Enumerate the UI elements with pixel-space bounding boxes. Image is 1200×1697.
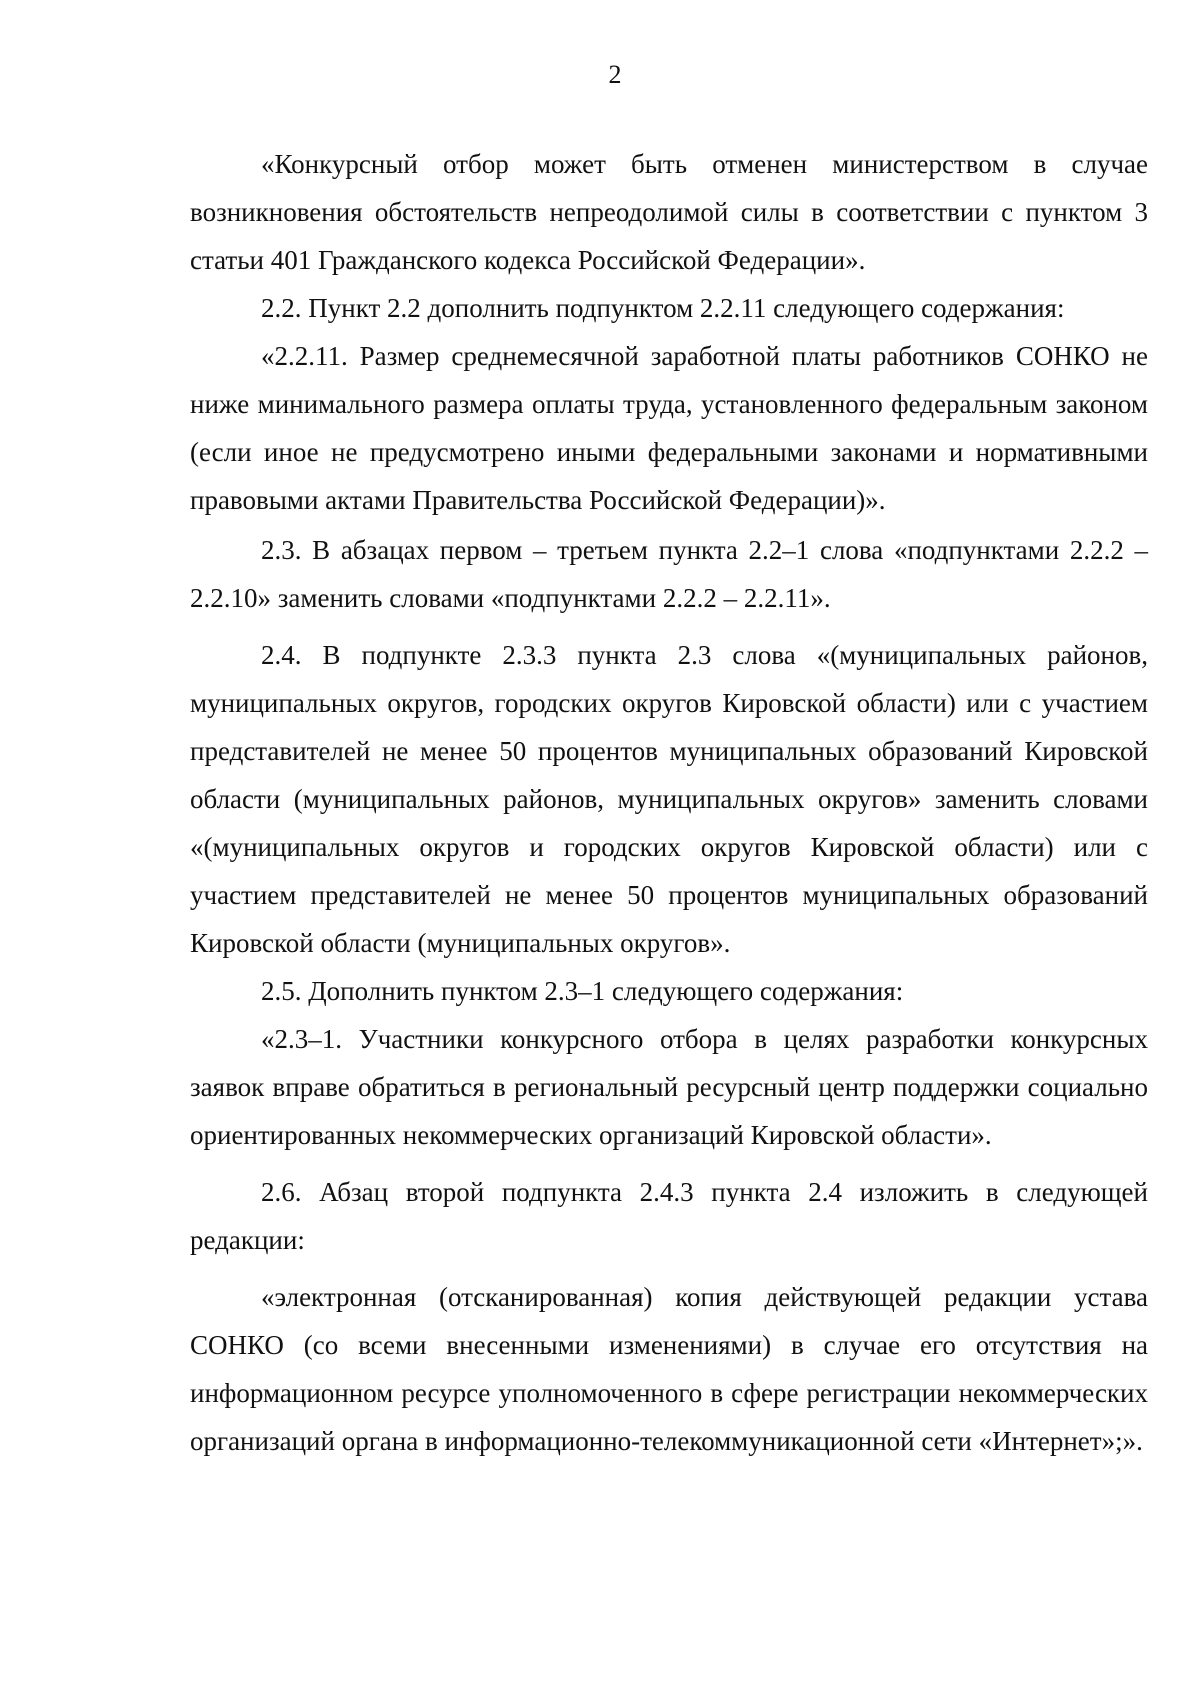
paragraph-item-2-5: 2.5. Дополнить пунктом 2.3–1 следующего содержания: bbox=[261, 976, 904, 1006]
paragraph-item-2-4: 2.4. В подпункте 2.3.3 пункта 2.3 слова «(муниципальных районов, муниципальных округов, городских округов Кировской области) или с участием представителей не менее 50 процентов муниципальных образований Кировской области (муниципальных районов, муниципальных округов» заменить словами «(муниципальных округов и городских округов Кировской области) или с участием представителей не менее 50 процентов муниципальных образований Кировской области (муниципальных округов». bbox=[190, 640, 1148, 958]
paragraph-subitem-2-3-1: «2.3–1. Участники конкурсного отбора в целях разработки конкурсных заявок вправе обратиться в региональный ресурсный центр поддержки социально ориентированных некоммерческих организаций Кировской области». bbox=[190, 1024, 1148, 1150]
paragraph-cancellation-clause: «Конкурсный отбор может быть отменен министерством в случае возникновения обстоятельств непреодолимой силы в соответствии с пунктом 3 статьи 401 Гражданского кодекса Российской Федерации». bbox=[190, 149, 1148, 275]
paragraph-item-2-2: 2.2. Пункт 2.2 дополнить подпунктом 2.2.11 следующего содержания: bbox=[261, 293, 1065, 323]
paragraph-subitem-2-2-11: «2.2.11. Размер среднемесячной заработной платы работников СОНКО не ниже минимального размера оплаты труда, установленного федеральным законом (если иное не предусмотрено иными федеральными законами и нормативными правовыми актами Правительства Российской Федерации)». bbox=[190, 341, 1148, 515]
paragraph-charter-copy: «электронная (отсканированная) копия действующей редакции устава СОНКО (со всеми внесенными изменениями) в случае его отсутствия на информационном ресурсе уполномоченного в сфере регистрации некоммерческих организаций органа в информационно-телекоммуникационной сети «Интернет»;». bbox=[190, 1282, 1148, 1456]
document-body bbox=[190, 140, 1148, 1465]
page-number: 2 bbox=[608, 60, 622, 89]
paragraph-item-2-6: 2.6. Абзац второй подпункта 2.4.3 пункта 2.4 изложить в следующей редакции: bbox=[190, 1177, 1148, 1255]
paragraph-item-2-3: 2.3. В абзацах первом – третьем пункта 2.2–1 слова «подпунктами 2.2.2 – 2.2.10» заменить словами «подпунктами 2.2.2 – 2.2.11». bbox=[190, 535, 1148, 613]
